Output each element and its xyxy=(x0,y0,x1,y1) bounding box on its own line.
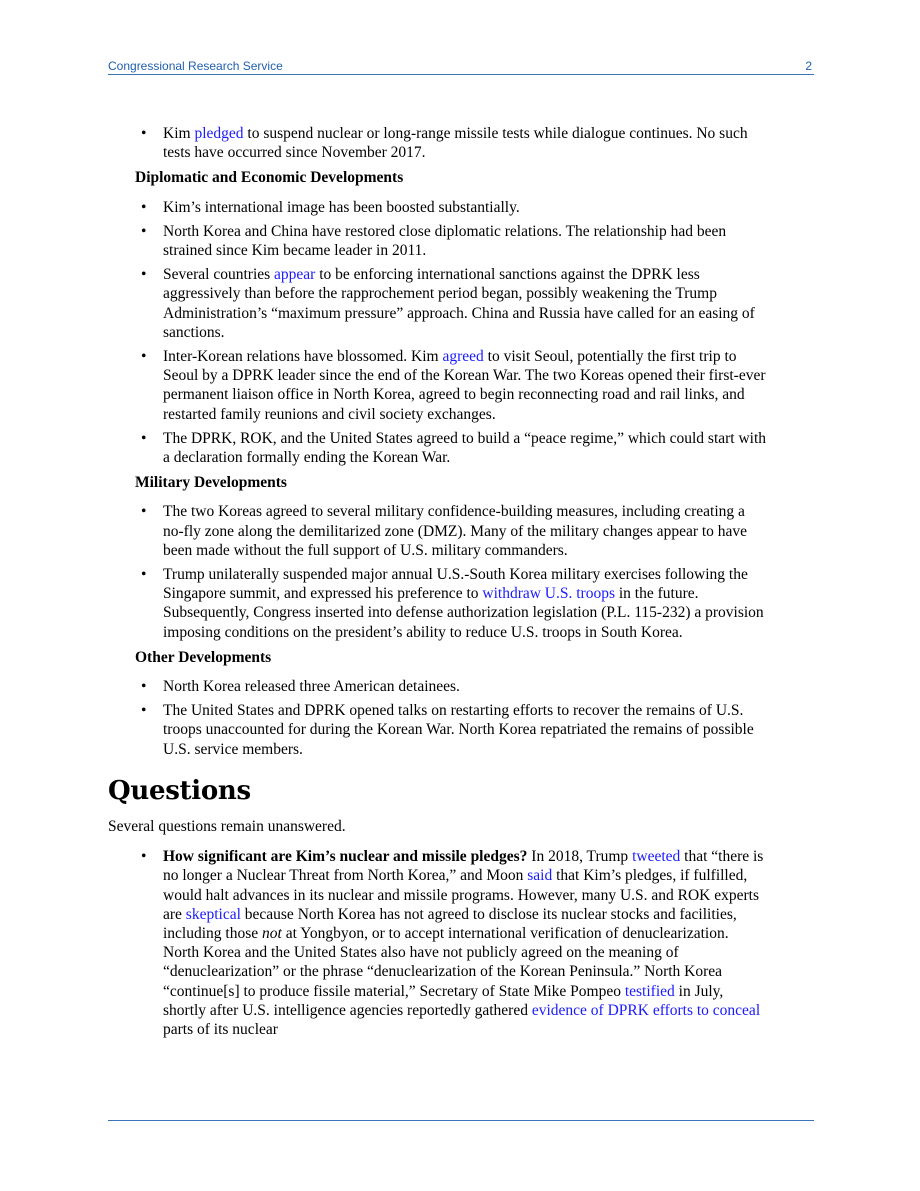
other-heading: Other Developments xyxy=(135,648,272,666)
bullet-icon: • xyxy=(141,198,147,216)
document-body xyxy=(108,124,768,1044)
tweeted-link[interactable]: tweeted xyxy=(632,848,681,866)
other-bullets xyxy=(108,677,768,759)
withdraw-troops-link[interactable]: withdraw U.S. troops xyxy=(482,585,615,603)
agreed-link[interactable]: agreed xyxy=(442,348,484,366)
skeptical-link[interactable]: skeptical xyxy=(185,905,241,923)
header-org: Congressional Research Service xyxy=(108,59,283,73)
bullet-icon: • xyxy=(141,848,147,866)
questions-bullets xyxy=(108,847,768,1039)
list-item: • Inter-Korean relations have blossomed. Kim agreed to visit Seoul, potentially the first trip to Seoul by a DPRK leader since the end of the Korean War. The two Koreas opened their first-ever permanent liaison office in North Korea, agreed to begin reconnecting road and rail links, and restarted family reunions and civil society exchanges. xyxy=(141,348,766,423)
list-item: • Kim’s international image has been boosted substantially. xyxy=(141,198,520,216)
bullet-icon: • xyxy=(141,566,147,584)
list-item: • North Korea and China have restored close diplomatic relations. The relationship had been strained since Kim became leader in 2011. xyxy=(141,222,727,260)
list-item: • Kim pledged to suspend nuclear or long-range missile tests while dialogue continues. No such tests have occurred since November 2017. xyxy=(141,125,748,162)
list-item: • Trump unilaterally suspended major annual U.S.-South Korea military exercises following the Singapore summit, and expressed his preference to withdraw U.S. troops in the future. Subsequently, Congress inserted into defense authorization legislation (P.L. 115-232) a provision imposing conditions on the president’s ability to reduce U.S. troops in South Korea. xyxy=(141,566,764,641)
bullet-icon: • xyxy=(141,348,147,366)
said-link[interactable]: said xyxy=(527,867,553,885)
conceal-evidence-link[interactable]: evidence of DPRK efforts to conceal xyxy=(531,1001,761,1019)
bullet-icon: • xyxy=(141,429,147,447)
questions-intro: Several questions remain unanswered. xyxy=(108,817,346,835)
question-lead: How significant are Kim’s nuclear and missile pledges? xyxy=(163,848,528,866)
bullet-icon: • xyxy=(141,503,147,521)
footer-rule xyxy=(108,1120,814,1121)
list-item: • The United States and DPRK opened talks on restarting efforts to recover the remains of U.S. troops unaccounted for during the Korean War. North Korea repatriated the remains of possible U.S. service members. xyxy=(141,702,754,758)
diplomatic-bullets xyxy=(108,198,768,468)
appear-link[interactable]: appear xyxy=(274,266,316,284)
intro-bullets xyxy=(108,124,768,162)
list-item: • The two Koreas agreed to several military confidence-building measures, including creating a no-fly zone along the demilitarized zone (DMZ). Many of the military changes appear to have been made without the full support of U.S. military commanders. xyxy=(141,503,748,559)
bullet-icon: • xyxy=(141,125,147,142)
bullet-icon: • xyxy=(141,222,147,240)
list-item: • The DPRK, ROK, and the United States agreed to build a “peace regime,” which could start with a declaration formally ending the Korean War. xyxy=(141,429,767,467)
bullet-icon: • xyxy=(141,678,147,696)
pledged-link[interactable]: pledged xyxy=(194,125,244,142)
testified-link[interactable]: testified xyxy=(624,982,675,1000)
list-item: • How significant are Kim’s nuclear and missile pledges? In 2018, Trump tweeted that “there is no longer a Nuclear Threat from North Korea,” and Moon said that Kim’s pledges, if fulfilled, would halt advances in its nuclear and missile programs. However, many U.S. and ROK experts are skeptical because North Korea has not agreed to disclose its nuclear stocks and facilities, including those not at Yongbyon, or to accept international verification of denuclearization. North Korea and the United States also have not publicly agreed on the meaning of “denuclearization” or the phrase “denuclearization of the Korean Peninsula.” North Korea “continue[s] to produce fissile material,” Secretary of State Mike Pompeo testified in July, shortly after U.S. intelligence agencies reportedly gathered evidence of DPRK efforts to conceal parts of its nuclear xyxy=(141,848,764,1038)
bullet-icon: • xyxy=(141,702,147,720)
diplomatic-heading: Diplomatic and Economic Developments xyxy=(135,169,404,187)
bullet-icon: • xyxy=(141,266,147,284)
military-bullets xyxy=(108,502,768,641)
page-header xyxy=(108,57,814,75)
military-heading: Military Developments xyxy=(135,474,287,492)
questions-heading: Questions xyxy=(108,775,251,806)
list-item: • Several countries appear to be enforcing international sanctions against the DPRK less aggressively than before the rapprochement period began, possibly weakening the Trump Administration’s “maximum pressure” approach. China and Russia have called for an easing of sanctions. xyxy=(141,266,755,341)
page-number: 2 xyxy=(805,59,812,73)
list-item: • North Korea released three American detainees. xyxy=(141,678,460,696)
